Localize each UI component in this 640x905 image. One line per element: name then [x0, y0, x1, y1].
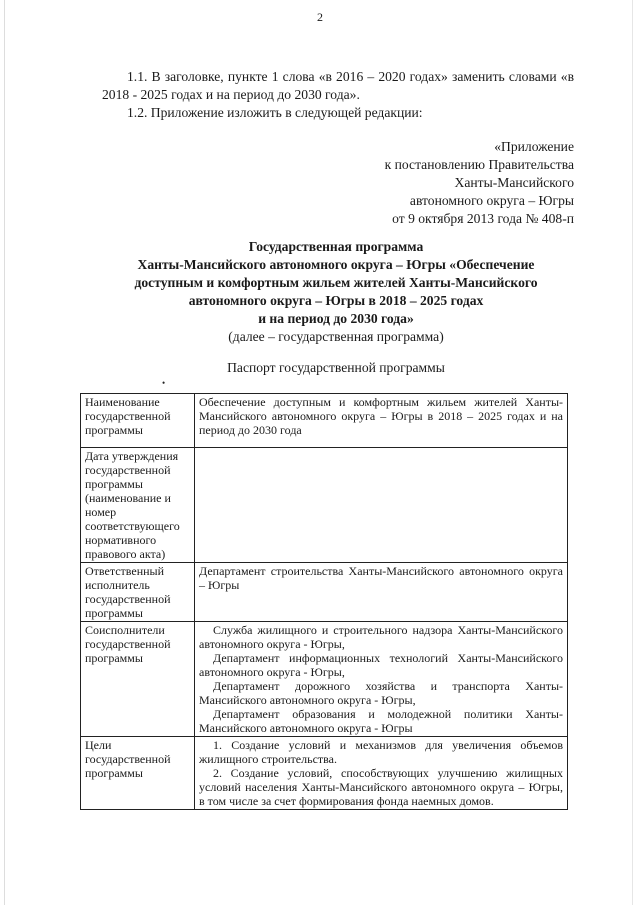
page-number: 2: [317, 10, 323, 24]
scan-speck: •: [162, 378, 166, 388]
passport-value-paragraph: Департамент информационных технологий Ханты-Мансийского автономного округа - Югры,: [199, 651, 563, 679]
passport-row-value: [195, 448, 568, 563]
approval-line: к постановлению Правительства: [384, 157, 574, 172]
title-line: автономного округа – Югры в 2018 – 2025 годах: [188, 293, 484, 308]
passport-value-paragraph: Обеспечение доступным и комфортным жильем жителей Ханты-Мансийского автономного округа – Югры в 2018 – 2025 годах и на период до 2030 года: [199, 395, 563, 437]
passport-value-paragraph: 1. Создание условий и механизмов для увеличения объемов жилищного строительства.: [199, 738, 563, 766]
passport-table: [80, 393, 568, 810]
passport-value-paragraph: Департамент дорожного хозяйства и транспорта Ханты-Мансийского автономного округа - Югры,: [199, 679, 563, 707]
passport-heading: Паспорт государственной программы: [227, 360, 445, 375]
passport-row: [81, 563, 568, 622]
passport-row-label: Цели государственной программы: [81, 737, 195, 810]
scan-edge-left: [4, 0, 5, 905]
passport-value-paragraph: Служба жилищного и строительного надзора Ханты-Мансийского автономного округа - Югры,: [199, 623, 563, 651]
passport-row: [81, 448, 568, 563]
program-title: [96, 238, 576, 346]
passport-row-value: [195, 394, 568, 448]
passport-row: [81, 394, 568, 448]
amendment-item-1-2: 1.2. Приложение изложить в следующей редакции:: [127, 105, 423, 120]
passport-row: [81, 737, 568, 810]
approval-line: «Приложение: [494, 139, 574, 154]
passport-row-label: Дата утверждения государственной программы (наименование и номер соответствующего нормативного правового акта): [81, 448, 195, 563]
passport-value-paragraph: 2. Создание условий, способствующих улучшению жилищных условий населения Ханты-Мансийского автономного округа – Югры, в том числе за счет формирования фонда наемных домов.: [199, 766, 563, 808]
title-line: Ханты-Мансийского автономного округа – Югры «Обеспечение: [137, 257, 535, 272]
title-line: доступным и комфортным жильем жителей Ханты-Мансийского: [134, 275, 538, 290]
approval-line: Ханты-Мансийского: [454, 175, 574, 190]
passport-row-value: [195, 563, 568, 622]
approval-block: [385, 138, 574, 228]
passport-value-paragraph: Департамент строительства Ханты-Мансийского автономного округа – Югры: [199, 564, 563, 592]
passport-row-value: [195, 622, 568, 737]
passport-row-value: [195, 737, 568, 810]
passport-row-label: Соисполнители государственной программы: [81, 622, 195, 737]
passport-row-label: Ответственный исполнитель государственной программы: [81, 563, 195, 622]
scan-edge-right: [632, 0, 633, 905]
amendment-item-1-1: 1.1. В заголовке, пункте 1 слова «в 2016 – 2020 годах» заменить словами «в 2018 - 2025 годах и на период до 2030 года».: [102, 69, 574, 102]
title-note: (далее – государственная программа): [228, 329, 444, 344]
approval-line: автономного округа – Югры: [409, 193, 574, 208]
passport-value-paragraph: Департамент образования и молодежной политики Ханты-Мансийского автономного округа - Югры: [199, 707, 563, 735]
title-line: и на период до 2030 года»: [258, 311, 414, 326]
passport-row: [81, 622, 568, 737]
passport-row-label: Наименование государственной программы: [81, 394, 195, 448]
approval-line: от 9 октября 2013 года № 408-п: [392, 211, 574, 226]
title-line: Государственная программа: [248, 239, 424, 254]
